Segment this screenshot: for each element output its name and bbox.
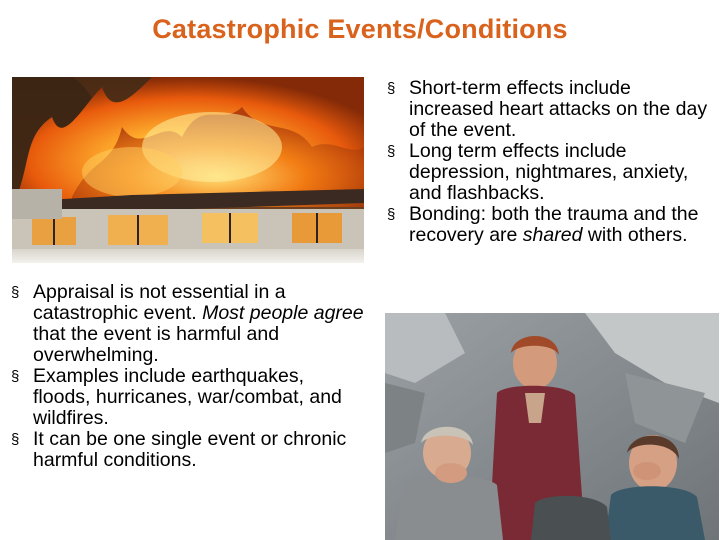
bullet-item bbox=[387, 78, 717, 141]
left-bullet-list bbox=[11, 282, 366, 471]
bullet-text-italic: Most people agree bbox=[202, 302, 364, 324]
bullet-text: It can be one single event or chronic harmful conditions. bbox=[33, 428, 347, 471]
grieving-people-photo bbox=[385, 313, 719, 540]
bullet-item bbox=[11, 429, 366, 471]
bullet-item bbox=[387, 141, 717, 204]
bullet-item bbox=[11, 366, 366, 429]
bullet-text: Bonding: both the trauma and the recovery are bbox=[409, 203, 699, 246]
burning-house-photo bbox=[12, 77, 364, 263]
bullet-marker: § bbox=[387, 80, 396, 97]
bullet-text: Examples include earthquakes, floods, hurricanes, war/combat, and wildfires. bbox=[33, 365, 342, 429]
bullet-text: that the event is harmful and overwhelming. bbox=[33, 323, 280, 366]
slide-title: Catastrophic Events/Conditions bbox=[152, 14, 568, 44]
bullet-text: with others. bbox=[582, 224, 688, 246]
bullet-text: Appraisal is not essential in a catastrophic event. bbox=[33, 281, 286, 324]
bullet-marker: § bbox=[387, 143, 396, 160]
bullet-item bbox=[11, 282, 366, 366]
right-bullet-list bbox=[387, 78, 717, 246]
bullet-text: Long term effects include depression, nightmares, anxiety, and flashbacks. bbox=[409, 140, 689, 204]
bullet-marker: § bbox=[11, 431, 20, 448]
bullet-text: Short-term effects include increased heart attacks on the day of the event. bbox=[409, 77, 708, 141]
bullet-marker: § bbox=[387, 206, 396, 223]
bullet-text-italic: shared bbox=[522, 224, 583, 246]
bullet-item bbox=[387, 204, 717, 246]
bullet-marker: § bbox=[11, 284, 20, 301]
bullet-marker: § bbox=[11, 368, 20, 385]
